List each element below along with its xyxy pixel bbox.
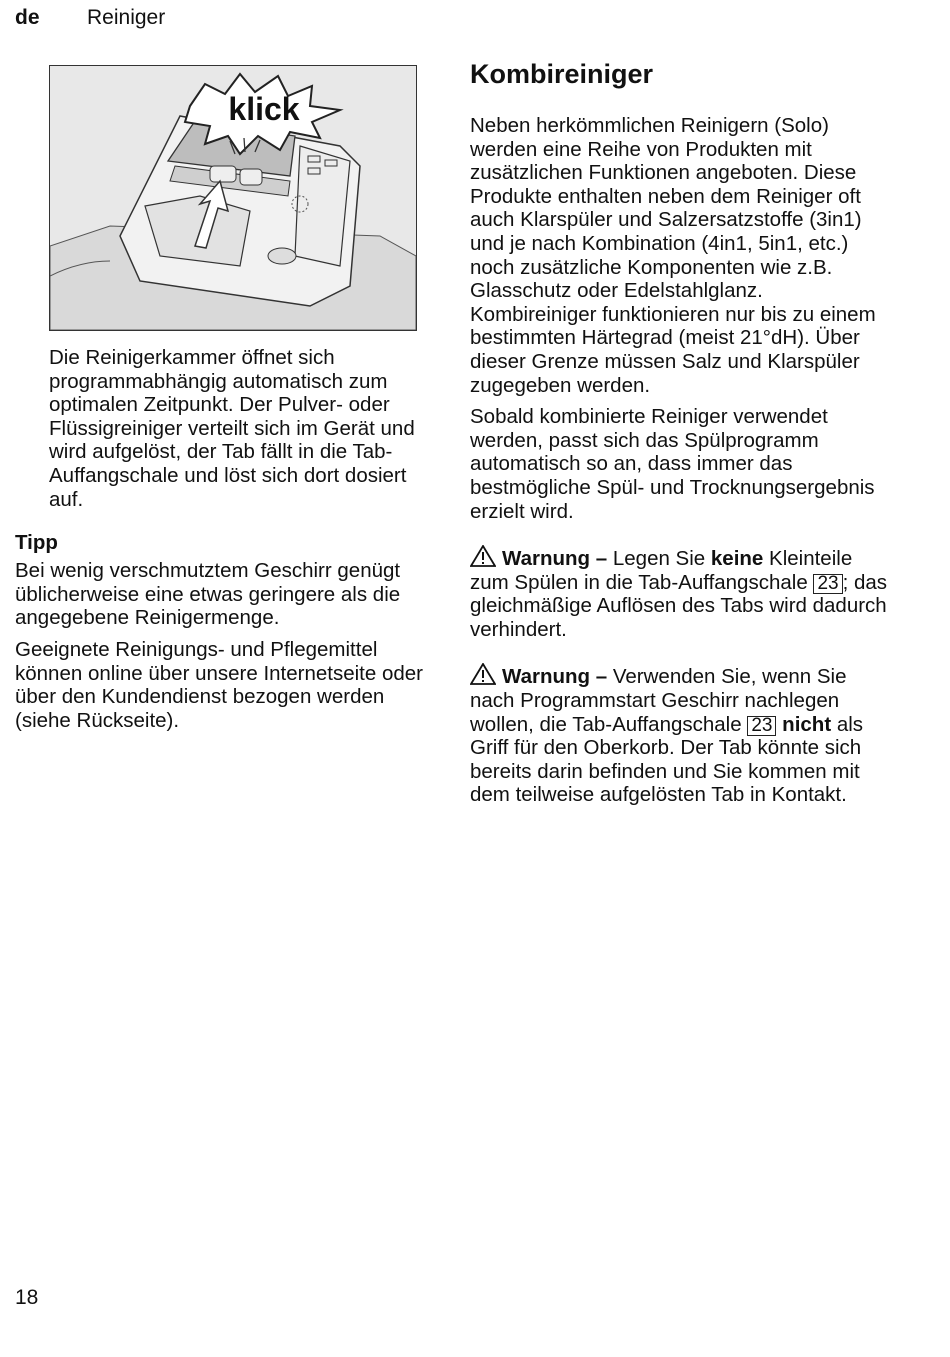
warning-2-emphasis: nicht xyxy=(782,712,832,736)
figure-caption: Die Reinigerkammer öffnet sich programmabhängig automatisch zum optimalen Zeitpunkt. Der Pulver- oder Flüssigreiniger verteilt sich im Gerät und wird aufgelöst, der Tab fällt in die Tab-Auffangschale und löst sich dort dosiert auf. xyxy=(49,346,415,511)
warning-1-title: Warnung – xyxy=(502,547,608,571)
section-heading: Kombireiniger xyxy=(470,59,654,89)
tip-paragraph-2: Geeignete Reinigungs- und Pflegemittel können online über unsere Internetseite oder über den Kundendienst bezogen werden (siehe Rückseite). xyxy=(15,637,424,732)
warning-2 xyxy=(470,663,890,807)
header-language: de xyxy=(15,6,40,29)
warning-triangle-icon xyxy=(470,663,496,685)
klick-label: klick xyxy=(228,91,300,127)
tip-paragraph: Bei wenig verschmutztem Geschirr genügt üblicherweise eine etwas geringere als die angegebene Reinigermenge. xyxy=(15,559,401,630)
header-section-title: Reiniger xyxy=(87,6,166,29)
tip-heading: Tipp xyxy=(15,531,58,555)
dispenser-drawing xyxy=(50,66,416,330)
warning-1-text-c: ; das gleichmäßige Auflösen des Tabs wird dadurch verhindert. xyxy=(470,570,888,641)
warning-1 xyxy=(470,545,890,641)
warning-1-emphasis: keine xyxy=(710,547,764,571)
combi-paragraph-1: Neben herkömmlichen Reinigern (Solo) werden eine Reihe von Produkten mit zusätzlichen Funktionen angeboten. Diese Produkte enthalten neben dem Reiniger oft auch Klarspüler und Salzersatzstoffe (3in1) und je nach Kombination (4in1, 5in1, etc.) noch zusätzliche Komponenten wie z.B. Glasschutz oder Edelstahlglanz. Kombireiniger funktionieren nur bis zu einem bestimmten Härtegrad (meist 21°dH). Über dieser Grenze müssen Salz und Klarspüler zugegeben werden. xyxy=(470,114,876,397)
page-number: 18 xyxy=(15,1286,39,1309)
right-column xyxy=(470,58,890,815)
warning-1-text-a: Legen Sie xyxy=(612,547,706,571)
warning-2-text-b: als Griff für den Oberkorb. Der Tab könnte sich bereits darin befinden und Sie kommen mit dem teilweise aufgelösten Tab in Kontakt. xyxy=(470,712,864,807)
left-column xyxy=(15,346,435,740)
warning-1-text-b: Kleinteile zum Spülen in die Tab-Auffangschale xyxy=(470,547,853,594)
detergent-dispenser-illustration xyxy=(49,65,417,331)
part-reference-23: 23 xyxy=(747,716,776,736)
part-reference-23: 23 xyxy=(813,574,842,594)
warning-2-title: Warnung – xyxy=(502,665,608,689)
warning-triangle-icon xyxy=(470,545,496,567)
combi-paragraph-2: Sobald kombinierte Reiniger verwendet werden, passt sich das Spülprogramm automatisch so an, dass immer das bestmögliche Spül- und Trocknungsergebnis erzielt wird. xyxy=(470,405,875,523)
warning-2-text-a: Verwenden Sie, wenn Sie nach Programmstart Geschirr nachlegen wollen, die Tab-Auffangschale xyxy=(470,665,847,736)
